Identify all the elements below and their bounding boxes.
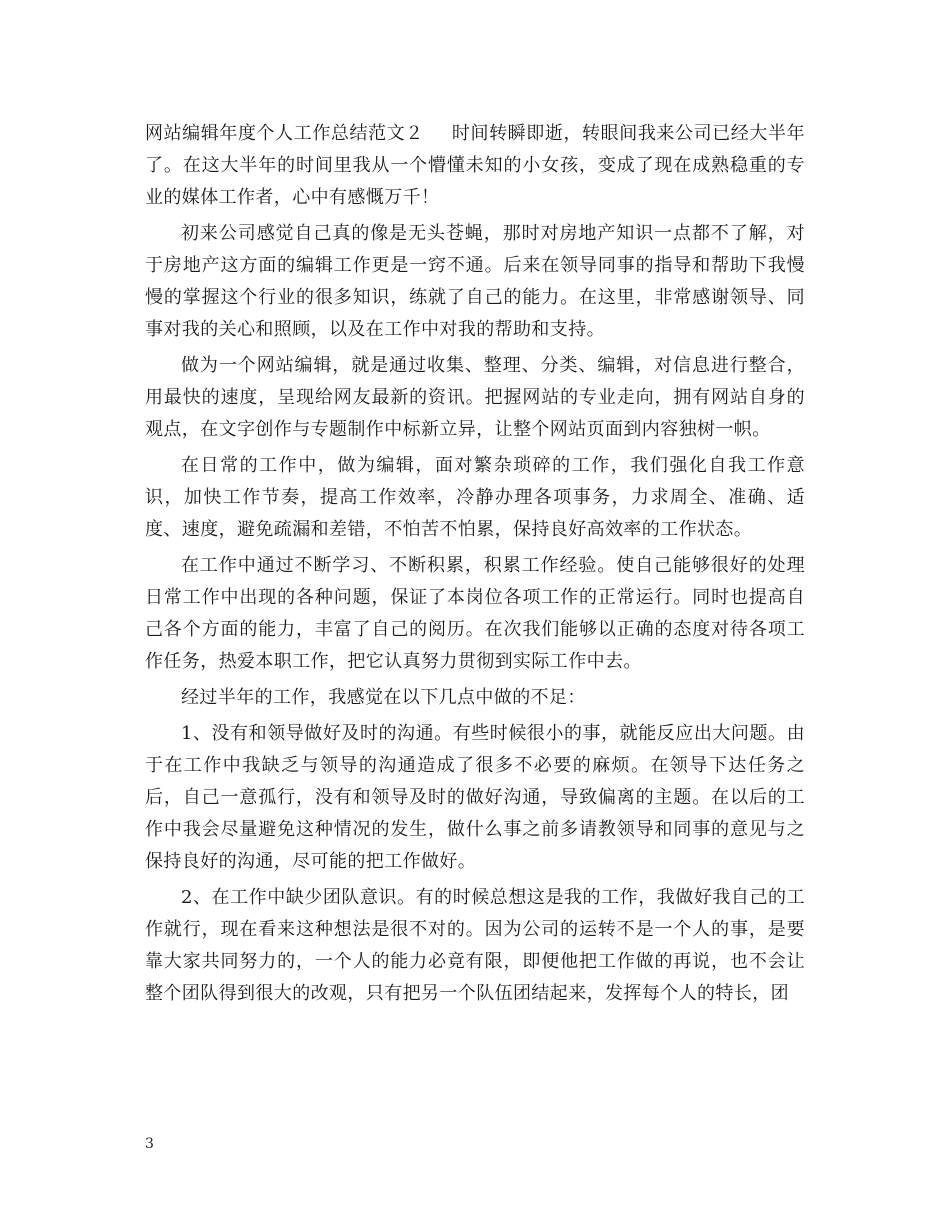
body-paragraph: 做为一个网站编辑，就是通过收集、整理、分类、编辑，对信息进行整合，用最快的速度，呈现给网友最新的资讯。把握网站的专业走向，拥有网站自身的观点，在文字创作与专题制作中标新立异，让整个网站页面到内容独树一帜。 <box>145 355 805 440</box>
body-paragraph: 在日常的工作中，做为编辑，面对繁杂琐碎的工作，我们强化自我工作意识，加快工作节奏，提高工作效率，冷静办理各项事务，力求周全、准确、适度、速度，避免疏漏和差错，不怕苦不怕累，保持良好高效率的工作状态。 <box>145 455 805 540</box>
page-number: 3 <box>145 1136 154 1152</box>
document-title: 网站编辑年度个人工作总结范文２ <box>145 123 424 144</box>
intro-text: 时间转瞬即逝，转眼间我来公司已经大半年了。在这大半年的时间里我从一个懵懂未知的小女孩，变成了现在成熟稳重的专业的媒体工作者，心中有感慨万千！ <box>145 123 805 208</box>
intro-paragraph <box>145 118 805 214</box>
document-page <box>145 118 805 1014</box>
body-paragraph: 2、在工作中缺少团队意识。有的时候总想这是我的工作，我做好我自己的工作就行，现在看来这种想法是很不对的。因为公司的运转不是一个人的事，是要靠大家共同努力的，一个人的能力必竟有限，即便他把工作做的再说，也不会让整个团队得到很大的改观，只有把另一个队伍团结起来，发挥每个人的特长，团 <box>145 887 805 1004</box>
body-paragraph: 初来公司感觉自己真的像是无头苍蝇，那时对房地产知识一点都不了解，对于房地产这方面的编辑工作更是一窍不通。后来在领导同事的指导和帮助下我慢慢的掌握这个行业的很多知识，练就了自己的能力。在这里，非常感谢领导、同事对我的关心和照顾，以及在工作中对我的帮助和支持。 <box>145 223 805 340</box>
body-paragraph: 经过半年的工作，我感觉在以下几点中做的不足： <box>181 687 586 708</box>
body-paragraph: 在工作中通过不断学习、不断积累，积累工作经验。使自己能够很好的处理日常工作中出现的各种问题，保证了本岗位各项工作的正常运行。同时也提高自己各个方面的能力，丰富了自己的阅历。在次我们能够以正确的态度对待各项工作任务，热爱本职工作，把它认真努力贯彻到实际工作中去。 <box>145 555 805 672</box>
body-paragraph: 1、没有和领导做好及时的沟通。有些时候很小的事，就能反应出大问题。由于在工作中我缺乏与领导的沟通造成了很多不必要的麻烦。在领导下达任务之后，自己一意孤行，没有和领导及时的做好沟通，导致偏离的主题。在以后的工作中我会尽量避免这种情况的发生，做什么事之前多请教领导和同事的意见与之保持良好的沟通，尽可能的把工作做好。 <box>145 723 805 872</box>
